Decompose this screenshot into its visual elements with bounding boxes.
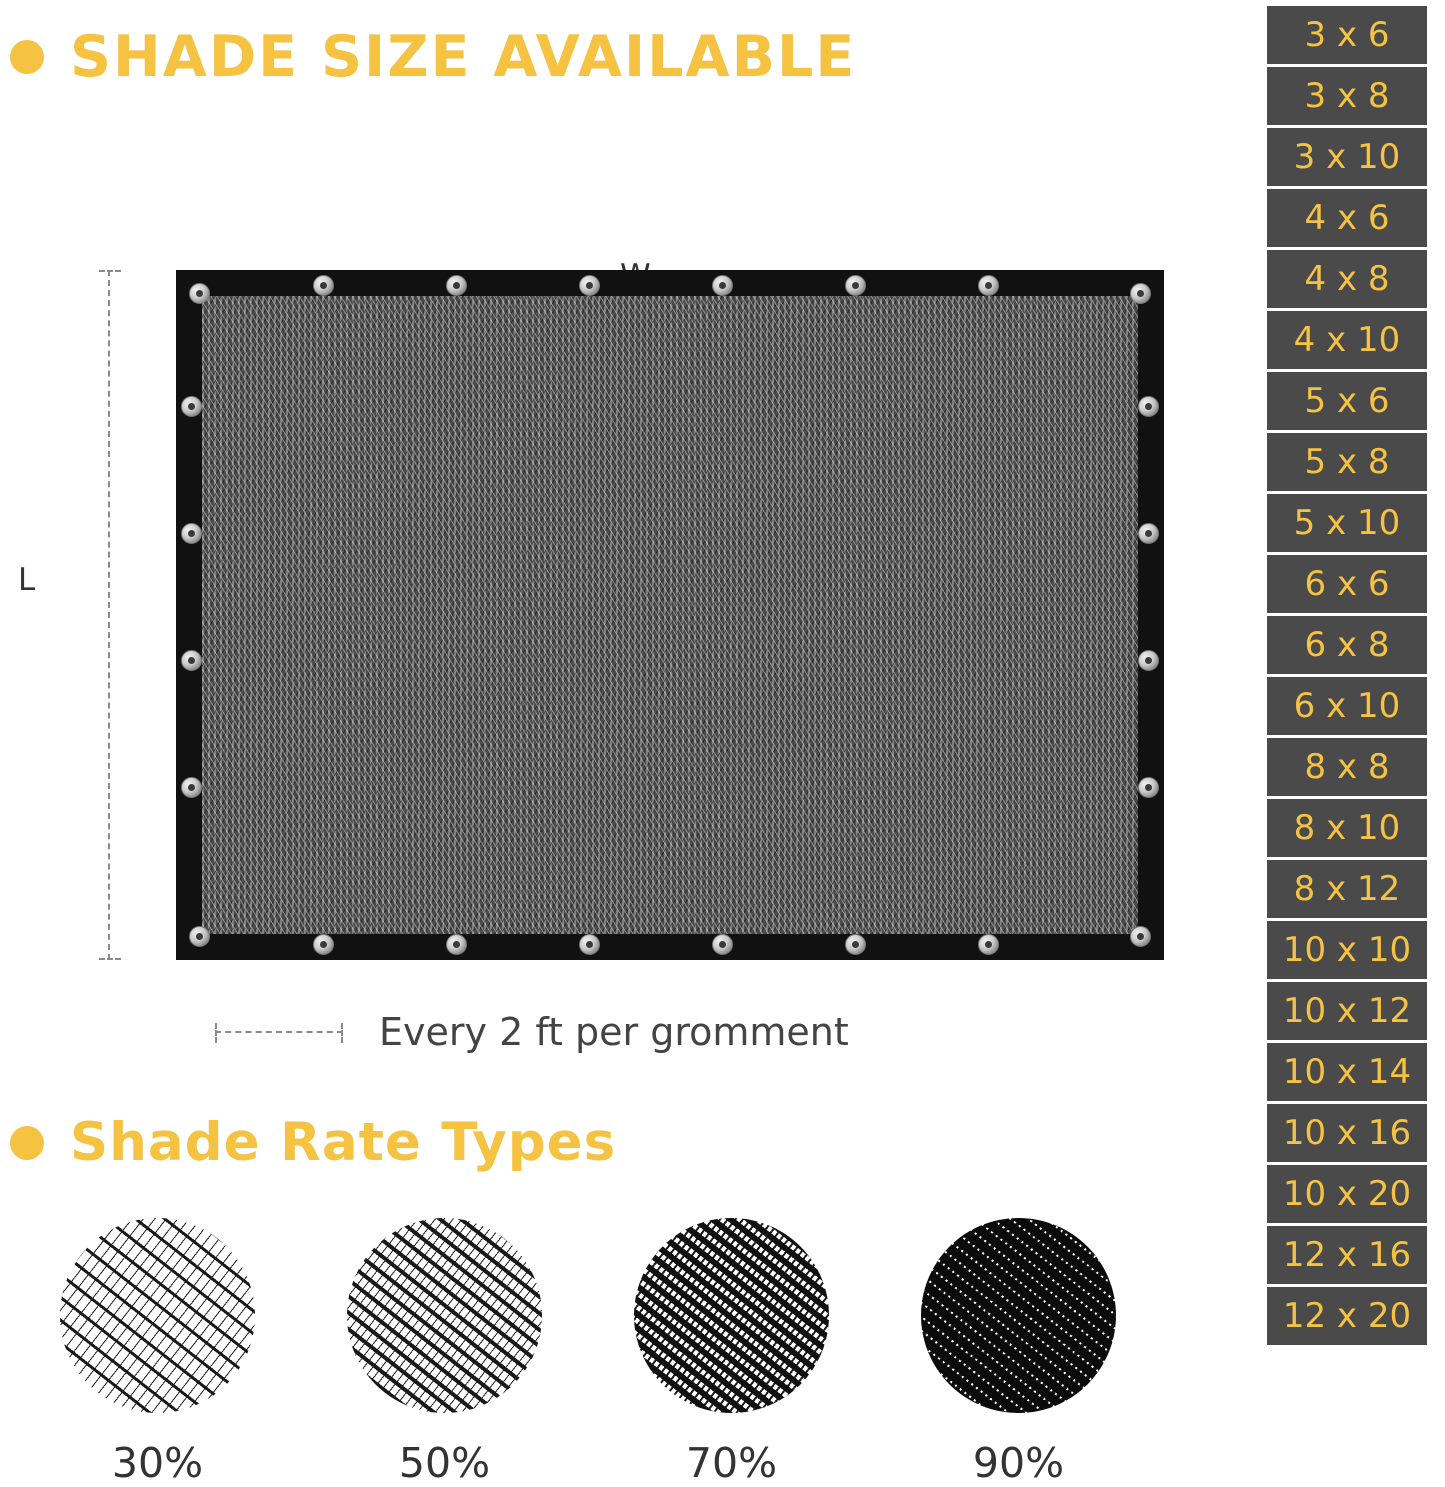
grommet xyxy=(579,275,600,296)
length-dimension-line xyxy=(108,270,110,960)
grommet xyxy=(845,934,866,955)
grommet-spacing-note xyxy=(215,1010,849,1054)
grommet xyxy=(189,283,210,304)
size-chip: 4 x 10 xyxy=(1267,311,1427,369)
grommet xyxy=(189,926,210,947)
grommet xyxy=(1138,396,1159,417)
size-chip: 12 x 20 xyxy=(1267,1287,1427,1345)
size-chip: 6 x 6 xyxy=(1267,555,1427,613)
shade-rate-swatch xyxy=(347,1218,542,1413)
size-chip: 8 x 10 xyxy=(1267,799,1427,857)
section-heading-shade-size-label: SHADE SIZE AVAILABLE xyxy=(70,24,857,90)
grommet xyxy=(579,934,600,955)
grommet xyxy=(1130,283,1151,304)
shade-dimension-diagram xyxy=(0,130,1260,1090)
grommet xyxy=(181,396,202,417)
size-chip: 12 x 16 xyxy=(1267,1226,1427,1284)
shade-rate-swatch xyxy=(634,1218,829,1413)
grommet-spacing-cap-right xyxy=(341,1023,343,1043)
shade-rate-swatch xyxy=(60,1218,255,1413)
size-chip: 5 x 8 xyxy=(1267,433,1427,491)
size-chip: 3 x 10 xyxy=(1267,128,1427,186)
grommet xyxy=(1138,777,1159,798)
shade-rate-swatch xyxy=(921,1218,1116,1413)
grommet-spacing-cap-left xyxy=(215,1023,217,1043)
grommet-spacing-dimension-line xyxy=(215,1031,343,1033)
size-chip: 5 x 10 xyxy=(1267,494,1427,552)
bullet-dot-icon xyxy=(10,1126,44,1160)
size-chip: 10 x 10 xyxy=(1267,921,1427,979)
grommet xyxy=(313,934,334,955)
shade-rate-item xyxy=(347,1218,542,1487)
section-heading-shade-size xyxy=(10,24,856,90)
shade-cloth-illustration xyxy=(176,270,1164,960)
grommet xyxy=(446,275,467,296)
grommet xyxy=(1138,523,1159,544)
available-sizes-list xyxy=(1267,6,1427,1345)
shade-rate-item xyxy=(634,1218,829,1487)
size-chip: 10 x 20 xyxy=(1267,1165,1427,1223)
section-heading-shade-rate xyxy=(10,1112,616,1173)
grommet xyxy=(181,650,202,671)
size-chip: 6 x 10 xyxy=(1267,677,1427,735)
shade-rate-label: 90% xyxy=(972,1439,1065,1487)
size-chip: 10 x 14 xyxy=(1267,1043,1427,1101)
size-chip: 4 x 6 xyxy=(1267,189,1427,247)
bullet-dot-icon xyxy=(10,40,44,74)
shade-mesh-fabric xyxy=(202,296,1138,934)
length-dimension-cap-top xyxy=(99,270,121,272)
grommet xyxy=(181,777,202,798)
grommet xyxy=(978,934,999,955)
size-chip: 3 x 8 xyxy=(1267,67,1427,125)
length-dimension-cap-bottom xyxy=(99,958,121,960)
size-chip: 8 x 12 xyxy=(1267,860,1427,918)
grommet xyxy=(181,523,202,544)
section-heading-shade-rate-label: Shade Rate Types xyxy=(70,1112,617,1173)
grommet xyxy=(712,934,733,955)
shade-rate-item xyxy=(921,1218,1116,1487)
size-chip: 8 x 8 xyxy=(1267,738,1427,796)
length-dimension-label: L xyxy=(18,562,36,598)
grommet xyxy=(313,275,334,296)
grommet xyxy=(978,275,999,296)
size-chip: 4 x 8 xyxy=(1267,250,1427,308)
grommet xyxy=(446,934,467,955)
grommet xyxy=(712,275,733,296)
size-chip: 5 x 6 xyxy=(1267,372,1427,430)
size-chip: 10 x 16 xyxy=(1267,1104,1427,1162)
grommet xyxy=(845,275,866,296)
shade-rate-list xyxy=(60,1218,1200,1487)
grommet xyxy=(1138,650,1159,671)
shade-rate-label: 70% xyxy=(685,1439,778,1487)
shade-rate-label: 30% xyxy=(111,1439,204,1487)
grommet xyxy=(1130,926,1151,947)
size-chip: 3 x 6 xyxy=(1267,6,1427,64)
shade-rate-item xyxy=(60,1218,255,1487)
size-chip: 6 x 8 xyxy=(1267,616,1427,674)
shade-rate-label: 50% xyxy=(398,1439,491,1487)
grommet-spacing-label: Every 2 ft per gromment xyxy=(379,1010,849,1054)
size-chip: 10 x 12 xyxy=(1267,982,1427,1040)
